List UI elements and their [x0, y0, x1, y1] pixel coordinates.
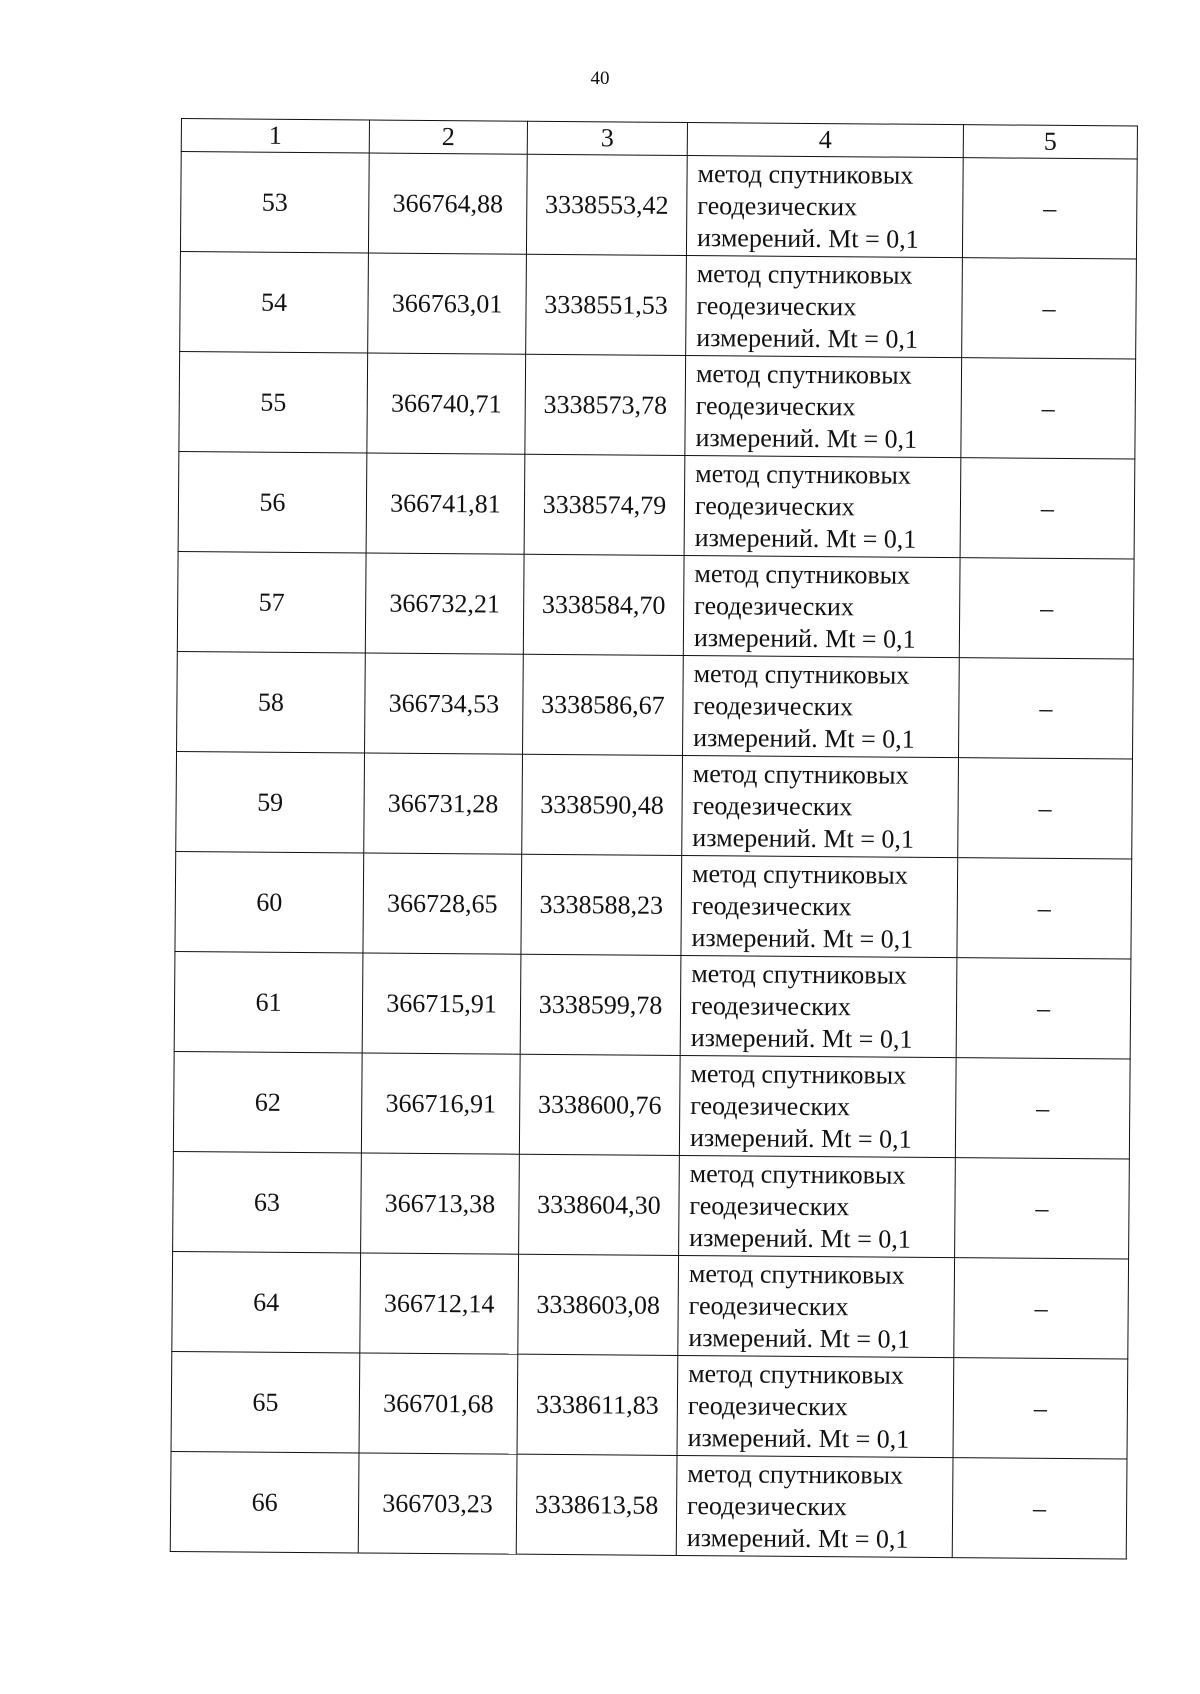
table-row	[178, 451, 1135, 559]
page-number: 40	[590, 68, 610, 89]
table-row	[174, 951, 1131, 1059]
method-line: измерений. Mt = 0,1	[695, 422, 918, 454]
method-line: геодезических	[694, 490, 855, 521]
table-row	[170, 1451, 1127, 1559]
method-line: измерений. Mt = 0,1	[689, 1122, 912, 1154]
y-coordinate-cell: 3338573,78	[525, 354, 686, 455]
x-coordinate-cell: 366716,91	[361, 1053, 520, 1154]
method-line: метод спутниковых	[688, 1358, 904, 1390]
point-number-cell: 57	[177, 551, 366, 652]
table-row	[176, 751, 1133, 859]
note-cell: –	[957, 858, 1132, 959]
method-line: геодезических	[688, 1290, 849, 1321]
method-line: измерений. Mt = 0,1	[696, 222, 919, 254]
y-coordinate-cell: 3338604,30	[519, 1154, 680, 1255]
method-line: метод спутниковых	[687, 1458, 904, 1490]
method-line: измерений. Mt = 0,1	[693, 722, 915, 754]
y-coordinate-cell: 3338590,48	[522, 754, 683, 855]
note-cell: –	[958, 758, 1133, 859]
method-line: метод спутниковых	[691, 958, 908, 990]
y-coordinate-cell: 3338599,78	[520, 954, 681, 1055]
note-cell: –	[952, 1458, 1127, 1559]
note-cell: –	[959, 558, 1134, 659]
y-coordinate-cell: 3338584,70	[523, 554, 684, 655]
coordinates-table	[170, 118, 1138, 1559]
y-coordinate-cell: 3338611,83	[517, 1354, 678, 1455]
note-cell: –	[962, 258, 1137, 359]
note-cell: –	[961, 358, 1136, 459]
note-cell: –	[959, 658, 1134, 759]
method-cell	[684, 455, 961, 557]
method-cell	[680, 955, 957, 1057]
table-row	[171, 1351, 1128, 1459]
method-line: измерений. Mt = 0,1	[691, 922, 914, 954]
point-number-cell: 61	[174, 951, 363, 1052]
method-line: метод спутниковых	[693, 658, 910, 690]
note-cell: –	[960, 458, 1135, 559]
method-cell	[683, 555, 960, 657]
method-line: измерений. Mt = 0,1	[696, 322, 919, 354]
method-cell	[678, 1255, 955, 1357]
point-number-cell: 64	[172, 1251, 361, 1352]
note-cell: –	[962, 158, 1137, 259]
method-line: геодезических	[687, 1390, 848, 1421]
x-coordinate-cell: 366732,21	[365, 553, 524, 654]
y-coordinate-cell: 3338603,08	[518, 1254, 679, 1355]
method-line: измерений. Mt = 0,1	[688, 1322, 911, 1354]
table-row	[179, 351, 1136, 459]
y-coordinate-cell: 3338553,42	[526, 154, 687, 255]
method-cell	[679, 1055, 956, 1157]
table-row	[177, 651, 1134, 759]
y-coordinate-cell: 3338600,76	[519, 1054, 680, 1155]
method-line: измерений. Mt = 0,1	[692, 822, 915, 854]
method-cell	[686, 255, 963, 357]
method-line: измерений. Mt = 0,1	[686, 1522, 909, 1554]
x-coordinate-cell: 366741,81	[366, 453, 525, 554]
method-cell	[677, 1355, 954, 1457]
method-line: метод спутниковых	[690, 1058, 907, 1090]
method-line: метод спутниковых	[689, 1158, 906, 1190]
header-cell-3: 3	[527, 121, 687, 155]
method-line: метод спутниковых	[688, 1258, 905, 1290]
table-row	[173, 1051, 1130, 1159]
note-cell: –	[953, 1358, 1128, 1459]
point-number-cell: 60	[175, 851, 364, 952]
x-coordinate-cell: 366715,91	[362, 953, 521, 1054]
method-line: геодезических	[695, 390, 856, 421]
x-coordinate-cell: 366713,38	[361, 1153, 520, 1254]
note-cell: –	[956, 958, 1131, 1059]
x-coordinate-cell: 366728,65	[363, 853, 522, 954]
point-number-cell: 54	[180, 251, 369, 352]
method-line: геодезических	[689, 1190, 850, 1221]
x-coordinate-cell: 366764,88	[368, 153, 527, 254]
point-number-cell: 63	[173, 1151, 362, 1252]
method-line: метод спутниковых	[695, 358, 912, 390]
x-coordinate-cell: 366731,28	[364, 753, 523, 854]
table-row	[175, 851, 1132, 959]
table-row	[177, 551, 1134, 659]
table-row	[180, 251, 1137, 359]
method-line: измерений. Mt = 0,1	[693, 622, 916, 654]
y-coordinate-cell: 3338588,23	[521, 854, 682, 955]
method-line: измерений. Mt = 0,1	[694, 522, 917, 554]
note-cell: –	[954, 1258, 1129, 1359]
table-body	[170, 152, 1137, 1559]
y-coordinate-cell: 3338586,67	[523, 654, 684, 755]
method-cell	[681, 855, 958, 957]
method-line: геодезических	[690, 1090, 851, 1121]
method-cell	[685, 355, 962, 457]
x-coordinate-cell: 366763,01	[368, 253, 527, 354]
method-line: метод спутниковых	[695, 458, 912, 490]
table-row	[172, 1251, 1129, 1359]
x-coordinate-cell: 366740,71	[367, 353, 526, 454]
table-row	[173, 1151, 1130, 1259]
method-line: геодезических	[697, 190, 858, 221]
method-line: геодезических	[696, 290, 857, 321]
point-number-cell: 56	[178, 451, 367, 552]
method-line: метод спутниковых	[697, 158, 914, 190]
method-line: геодезических	[690, 990, 851, 1021]
method-cell	[683, 655, 960, 757]
header-cell-2: 2	[369, 120, 527, 154]
method-line: геодезических	[694, 590, 855, 621]
header-cell-1: 1	[181, 119, 369, 153]
method-line: измерений. Mt = 0,1	[689, 1222, 911, 1254]
y-coordinate-cell: 3338613,58	[516, 1454, 677, 1555]
point-number-cell: 59	[176, 751, 365, 852]
point-number-cell: 58	[177, 651, 366, 752]
y-coordinate-cell: 3338574,79	[524, 454, 685, 555]
point-number-cell: 55	[179, 351, 368, 452]
method-cell	[676, 1455, 953, 1557]
x-coordinate-cell: 366734,53	[365, 653, 524, 754]
table-row	[180, 152, 1137, 260]
method-line: геодезических	[693, 690, 854, 721]
x-coordinate-cell: 366703,23	[358, 1453, 517, 1554]
method-line: геодезических	[691, 890, 852, 921]
note-cell: –	[955, 1058, 1130, 1159]
point-number-cell: 66	[170, 1451, 359, 1552]
point-number-cell: 65	[171, 1351, 360, 1452]
header-cell-5: 5	[963, 125, 1137, 159]
point-number-cell: 62	[173, 1051, 362, 1152]
method-line: метод спутниковых	[694, 558, 911, 590]
note-cell: –	[955, 1158, 1130, 1259]
method-line: метод спутниковых	[692, 758, 909, 790]
method-line: геодезических	[692, 790, 853, 821]
x-coordinate-cell: 366712,14	[360, 1253, 519, 1354]
method-cell	[686, 155, 963, 257]
method-line: метод спутниковых	[696, 258, 913, 290]
method-line: измерений. Mt = 0,1	[687, 1422, 910, 1454]
y-coordinate-cell: 3338551,53	[526, 254, 687, 355]
method-cell	[679, 1155, 956, 1257]
method-line: измерений. Mt = 0,1	[690, 1022, 913, 1054]
x-coordinate-cell: 366701,68	[359, 1353, 518, 1454]
header-cell-4: 4	[687, 122, 963, 157]
point-number-cell: 53	[180, 152, 369, 253]
method-line: метод спутниковых	[691, 858, 908, 890]
method-line: геодезических	[687, 1490, 847, 1521]
method-cell	[682, 755, 959, 857]
